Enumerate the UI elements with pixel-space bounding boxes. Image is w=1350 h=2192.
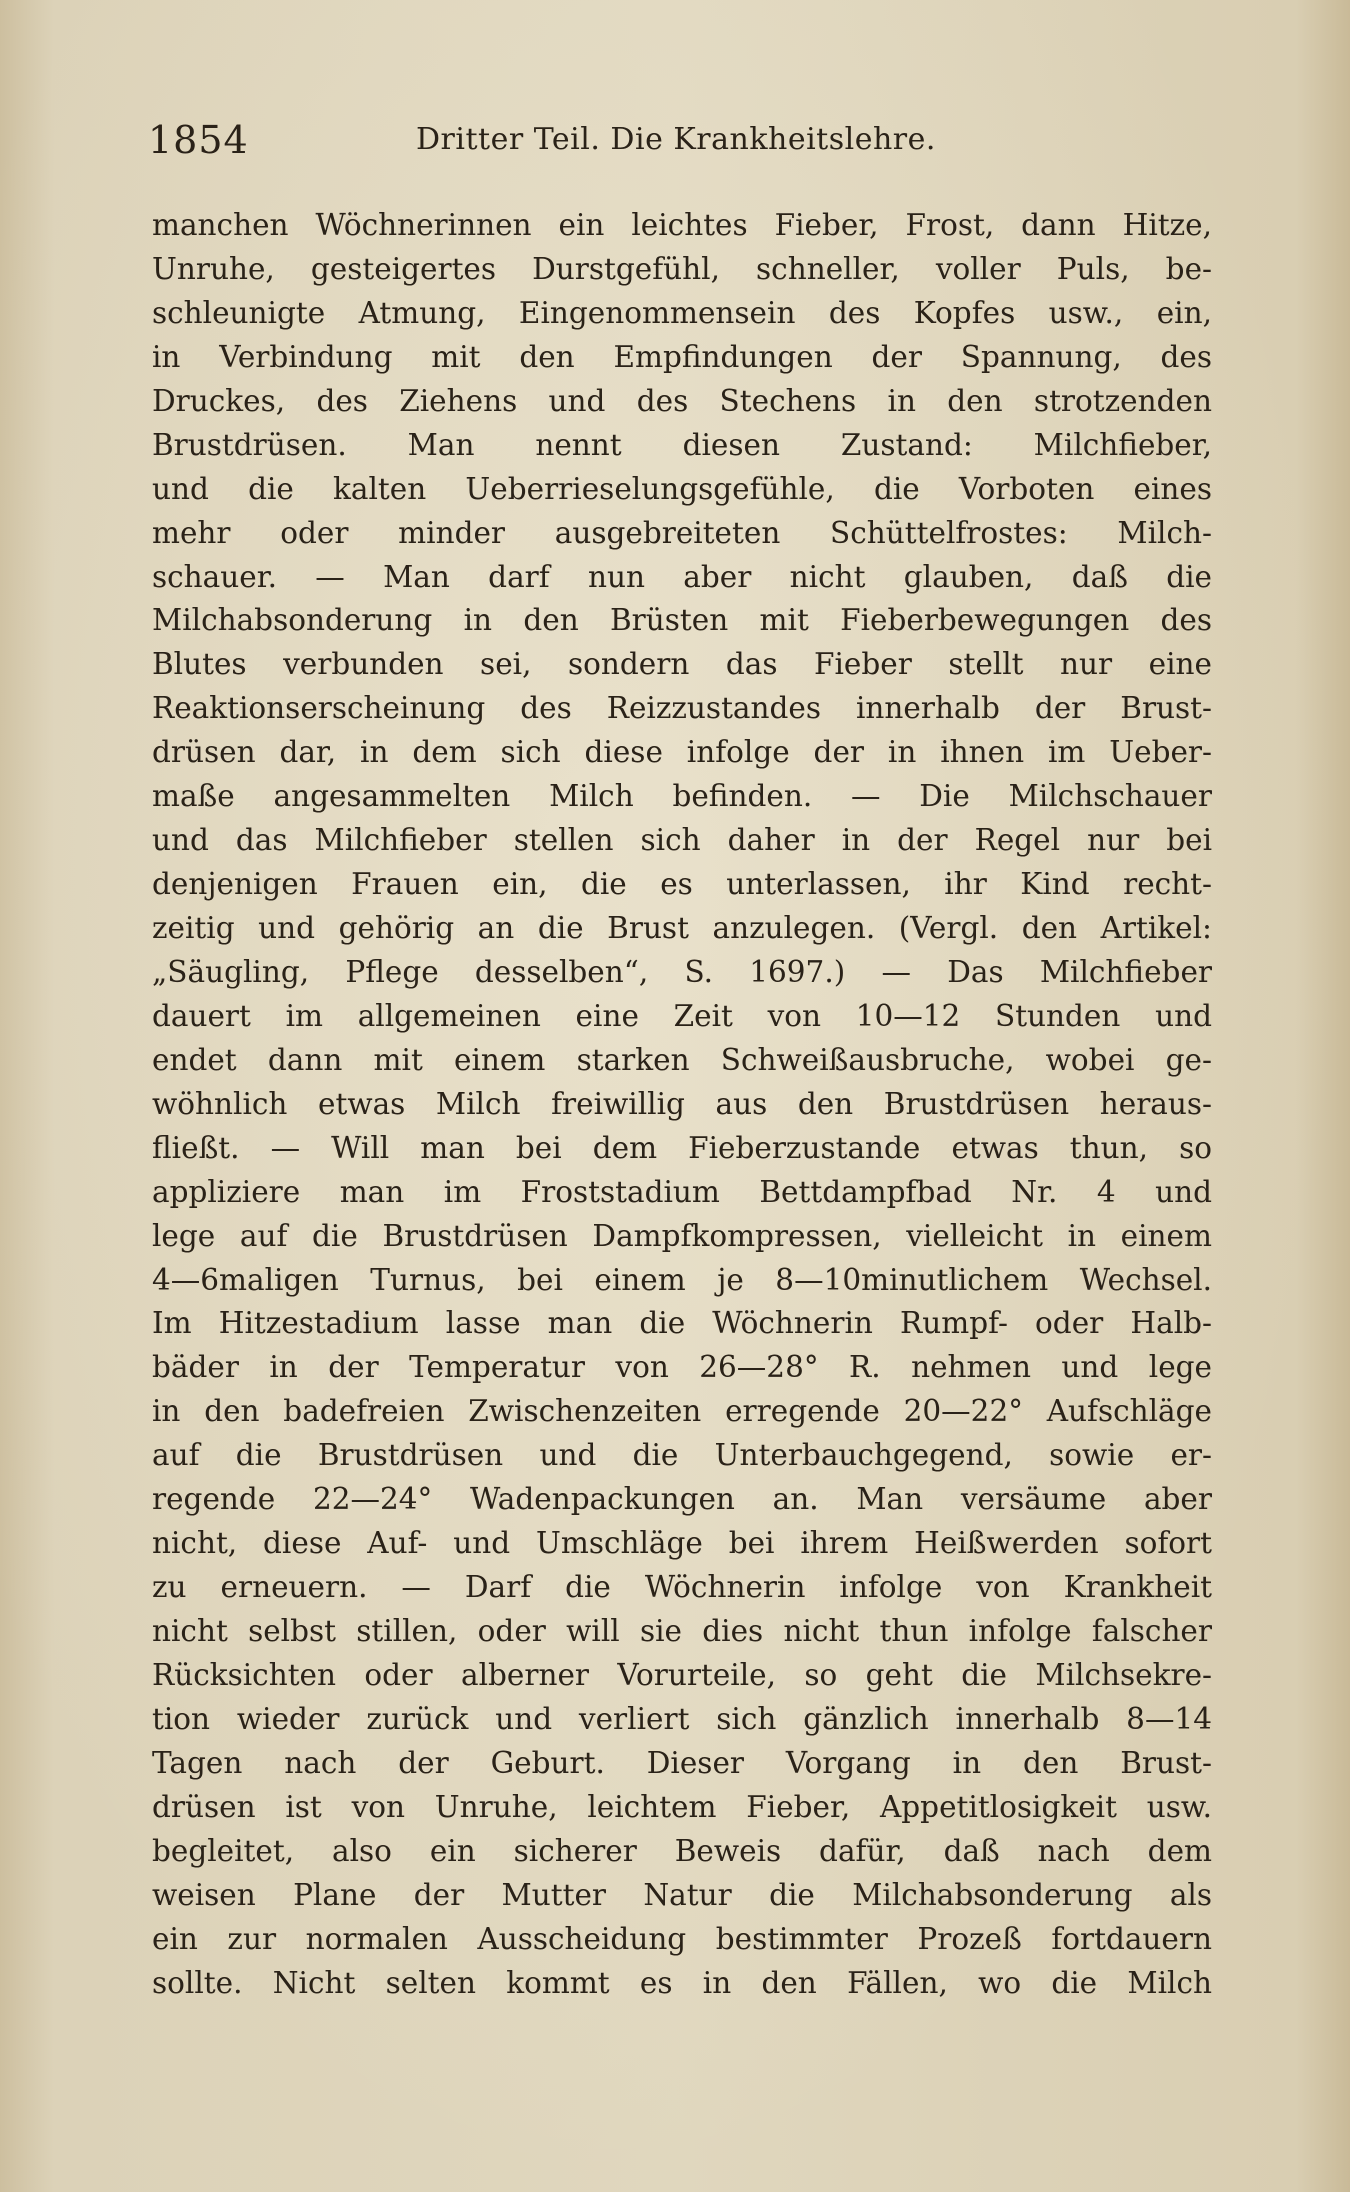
text-line: ein zur normalen Ausscheidung bestimmter Prozeß fortdauern [152,1921,1212,1956]
text-line: lege auf die Brustdrüsen Dampfkompressen, vielleicht in einem [152,1218,1212,1253]
text-line: weisen Plane der Mutter Natur die Milchabsonderung als [152,1877,1212,1912]
text-line: 4—6maligen Turnus, bei einem je 8—10minutlichem Wechsel. [152,1262,1212,1297]
text-line: drüsen dar, in dem sich diese infolge der in ihnen im Ueber- [152,735,1212,770]
text-line: Rücksichten oder alberner Vorurteile, so geht die Milchsekre- [152,1657,1212,1692]
text-line: schauer. — Man darf nun aber nicht glauben, daß die [152,559,1212,594]
text-line: Tagen nach der Geburt. Dieser Vorgang in den Brust- [152,1745,1212,1780]
text-line: denjenigen Frauen ein, die es unterlassen, ihr Kind recht- [152,867,1212,902]
text-line: Druckes, des Ziehens und des Stechens in den strotzenden [152,383,1212,418]
text-line: appliziere man im Froststadium Bettdampfbad Nr. 4 und [152,1174,1212,1209]
text-line: und das Milchfieber stellen sich daher in der Regel nur bei [152,823,1212,858]
text-line: zu erneuern. — Darf die Wöchnerin infolge von Krankheit [152,1570,1212,1605]
text-line: manchen Wöchnerinnen ein leichtes Fieber, Frost, dann Hitze, [152,208,1212,242]
text-line: tion wieder zurück und verliert sich gänzlich innerhalb 8—14 [152,1701,1212,1736]
text-line: begleitet, also ein sicherer Beweis dafür, daß nach dem [152,1833,1212,1868]
text-line: sollte. Nicht selten kommt es in den Fällen, wo die Milch [152,1965,1212,2000]
text-line: Unruhe, gesteigertes Durstgefühl, schneller, voller Puls, be- [152,251,1212,286]
text-line: mehr oder minder ausgebreiteten Schüttelfrostes: Milch- [152,515,1212,550]
text-line: wöhnlich etwas Milch freiwillig aus den Brustdrüsen heraus- [152,1086,1212,1121]
section-title: Dritter Teil. Die Krankheitslehre. [416,122,936,157]
text-line: bäder in der Temperatur von 26—28° R. nehmen und lege [152,1350,1212,1385]
text-line: endet dann mit einem starken Schweißausbruche, wobei ge- [152,1042,1212,1077]
text-line: „Säugling, Pflege desselben“, S. 1697.) — Das Milchfieber [152,954,1212,989]
text-line: Milchabsonderung in den Brüsten mit Fieberbewegungen des [152,603,1212,638]
text-line: in Verbindung mit den Empfindungen der Spannung, des [152,339,1212,374]
body-text [152,204,1212,2005]
text-line: maße angesammelten Milch befinden. — Die Milchschauer [152,779,1212,814]
text-line: Reaktionserscheinung des Reizzustandes innerhalb der Brust- [152,691,1212,726]
page-number: 1854 [148,118,249,162]
text-line: zeitig und gehörig an die Brust anzulegen. (Vergl. den Artikel: [152,911,1212,945]
text-line: regende 22—24° Wadenpackungen an. Man versäume aber [152,1482,1212,1517]
text-line: nicht selbst stillen, oder will sie dies nicht thun infolge falscher [152,1614,1212,1648]
text-line: Im Hitzestadium lasse man die Wöchnerin Rumpf- oder Halb- [152,1306,1212,1341]
text-line: fließt. — Will man bei dem Fieberzustande etwas thun, so [152,1130,1212,1165]
running-head [148,118,1208,178]
text-line: und die kalten Ueberrieselungsgefühle, die Vorboten eines [152,471,1212,506]
text-line: nicht, diese Auf- und Umschläge bei ihrem Heißwerden sofort [152,1526,1212,1561]
text-line: Blutes verbunden sei, sondern das Fieber stellt nur eine [152,647,1212,682]
text-line: in den badefreien Zwischenzeiten erregende 20—22° Aufschläge [152,1394,1212,1429]
text-line: Brustdrüsen. Man nennt diesen Zustand: Milchfieber, [152,427,1212,462]
text-line: schleunigte Atmung, Eingenommensein des Kopfes usw., ein, [152,295,1212,330]
text-line: dauert im allgemeinen eine Zeit von 10—12 Stunden und [152,998,1212,1033]
text-line: auf die Brustdrüsen und die Unterbauchgegend, sowie er- [152,1438,1212,1473]
text-line: drüsen ist von Unruhe, leichtem Fieber, Appetitlosigkeit usw. [152,1789,1212,1824]
